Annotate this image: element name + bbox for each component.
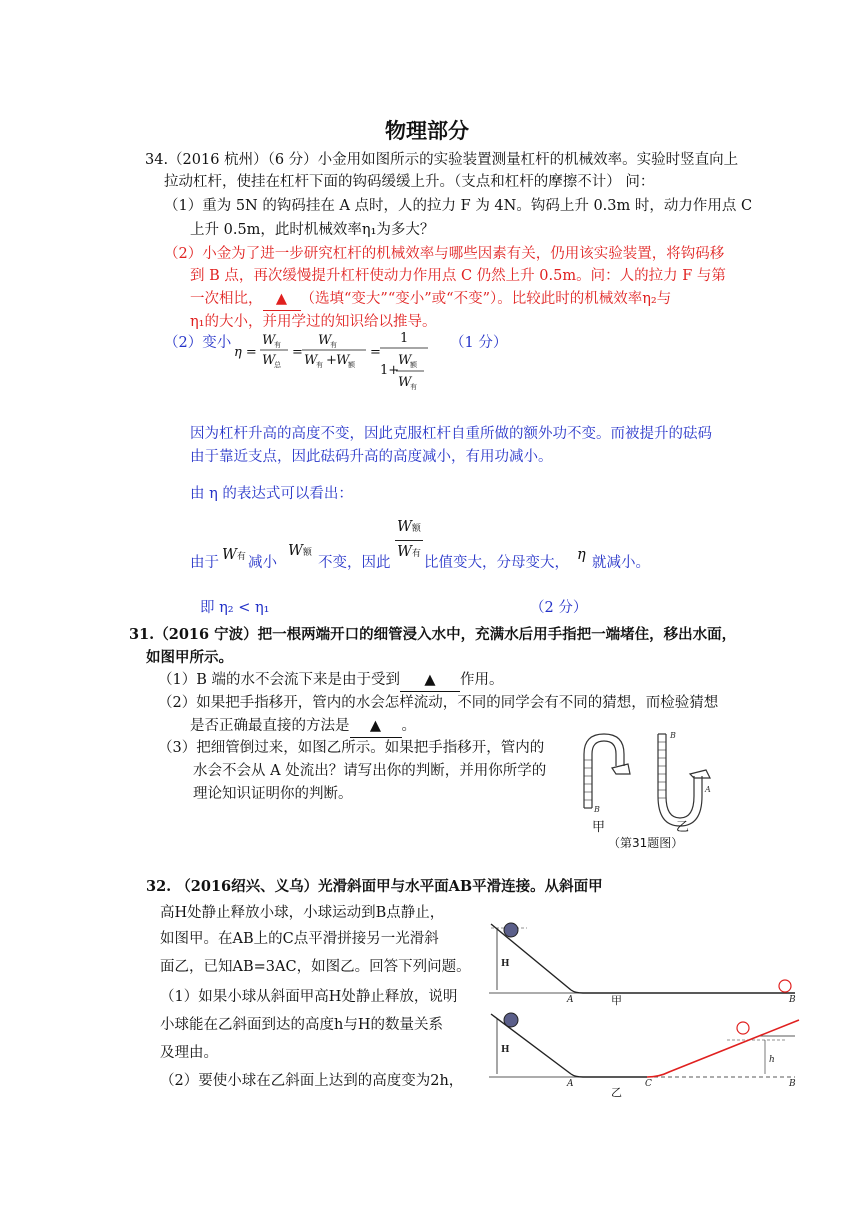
svg-text:有: 有 [316,361,323,369]
slope-figure [487,914,803,1104]
q34-part2: （2）小金为了进一步研究杠杆的机械效率与哪些因素有关，仍用该实验装置，将钩码移 [164,246,725,262]
page-title: 物理部分 [385,119,469,143]
svg-text:A: A [567,1079,574,1089]
svg-text:A: A [705,785,711,794]
svg-text:H: H [501,959,510,969]
q34-part2: η₁的大小，并用学过的知识给以推导。 [190,314,437,330]
q31-text: 。 [401,718,416,734]
q31-part2: （2）如果把手指移开，管内的水会怎样流动，不同的同学会有不同的猜想，而检验猜想 [158,695,719,711]
svg-text:有: 有 [410,383,417,391]
figure-label-jia: 甲 [592,820,606,835]
figure-label-yi: 乙 [676,820,690,835]
answer-text: 就减小。 [592,555,650,571]
q34-part1: 上升 0.5m，此时机械效率η₁为多大？ [190,222,435,238]
svg-text:B: B [670,731,676,740]
q31-part3: （3）把细管倒过来，如图乙所示。如果把手指移开，管内的 [158,740,545,756]
w-useful-symbol: W有 [222,547,246,563]
svg-text:1: 1 [400,331,409,346]
figure-label-yi: 乙 [611,1086,622,1099]
svg-text:A: A [567,995,574,1005]
svg-text:额: 额 [348,361,355,369]
answer-heading: （2）变小 [164,335,232,351]
q34-part2-text: 一次相比， [190,291,263,307]
answer-blank: ▲ [350,715,402,738]
svg-text:W: W [398,375,412,390]
efficiency-formula [232,328,432,404]
ratio-fraction: $\frac{\text{W额}}{\text{W有}}$ [395,516,423,565]
svg-text:W: W [262,333,276,348]
svg-text:W: W [398,353,412,368]
svg-text:B: B [594,805,600,814]
answer-line: 由 η 的表达式可以看出： [190,486,353,502]
q31-text: 作用。 [460,672,504,688]
answer-blank: ▲ [400,669,460,692]
svg-text:B: B [789,995,796,1005]
svg-text:B: B [789,1079,796,1089]
svg-text:=: = [292,345,303,360]
svg-text:1+: 1+ [380,363,400,378]
q34-line: 34.（2016 杭州）（6 分）小金用如图所示的实验装置测量杠杆的机械效率。实验时竖直向上 [145,152,739,168]
svg-text:有: 有 [330,341,337,349]
q31-text: （1）B 端的水不会流下来是由于受到 [158,672,400,688]
svg-text:+: + [326,353,337,368]
svg-text:W: W [304,353,318,368]
q34-part2 [190,288,671,311]
w-extra-symbol: W额 [288,543,312,559]
svg-text:=: = [370,345,381,360]
q34-part1: （1）重为 5N 的钩码挂在 A 点时，人的拉力 F 为 4N。钩码上升 0.3m 时，动力作用点 C [164,198,753,214]
q34-part2-text: （选填“变大”“变小”或“不变”）。比较此时的机械效率η₂与 [300,291,672,307]
q34-line: 拉动杠杆，使挂在杠杆下面的钩码缓缓上升。（支点和杠杆的摩擦不计） 问： [164,174,655,190]
q31-text: 是否正确最直接的方法是 [190,718,350,734]
q31-part3: 水会不会从 A 处流出？请写出你的判断，并用你所学的 [193,763,547,779]
svg-text:有: 有 [274,341,281,349]
svg-text:额: 额 [410,361,417,369]
q32-part1: 及理由。 [160,1045,218,1061]
q32-part1: 小球能在乙斜面到达的高度h与H的数量关系 [160,1017,443,1033]
q31-line: 31.（2016 宁波）把一根两端开口的细管浸入水中，充满水后用手指把一端堵住，移出水面， [129,626,737,643]
q32-line: 如图甲。在AB上的C点平滑拼接另一光滑斜 [160,931,439,947]
q31-part1 [158,669,504,692]
svg-text:C: C [645,1079,652,1089]
q32-line: 32. （2016绍兴、义乌）光滑斜面甲与水平面AB平滑连接。从斜面甲 [146,878,603,895]
svg-text:h: h [769,1055,775,1065]
eta-symbol: η [577,547,586,563]
answer-text: 不变，因此 [318,555,391,571]
answer-text: 比值变大，分母变大， [424,555,569,571]
q31-part2 [190,715,416,738]
formula-graphic [232,328,432,400]
q31-part3: 理论知识证明你的判断。 [193,786,353,802]
score-note: （2 分） [530,600,588,616]
q32-part1: （1）如果小球从斜面甲高H处静止释放，说明 [160,989,458,1005]
score-note: （1 分） [450,335,508,351]
q32-part2: （2）要使小球在乙斜面上达到的高度变为2h， [160,1073,464,1089]
answer-line: 由于靠近支点，因此砝码升高的高度减小，有用功减小。 [190,449,553,465]
answer-conclusion: 即 η₂ < η₁ [200,600,270,616]
svg-text:η =: η = [234,345,257,360]
q34-part2: 到 B 点，再次缓慢提升杠杆使动力作用点 C 仍然上升 0.5m。问：人的拉力 F 与第 [190,268,726,284]
svg-text:W: W [336,353,350,368]
svg-text:总: 总 [274,361,281,369]
answer-line-4 [190,516,750,572]
slope-diagram [487,914,803,1104]
figure-caption: （第31题图） [608,836,684,850]
q31-line: 如图甲所示。 [146,649,233,666]
answer-blank: ▲ [263,288,301,311]
answer-line: 因为杠杆升高的高度不变，因此克服杠杆自重所做的额外功不变。而被提升的砝码 [190,426,712,442]
svg-text:W: W [318,333,332,348]
q32-line: 面乙，已知AB=3AC，如图乙。回答下列问题。 [160,959,471,975]
q32-line: 高H处静止释放小球，小球运动到B点静止， [160,905,445,921]
answer-text: 减小 [248,555,277,571]
svg-text:H: H [501,1045,510,1055]
tube-figure [572,726,722,854]
figure-label-jia: 甲 [611,994,622,1007]
answer-text: 由于 [190,555,219,571]
svg-text:W: W [262,353,276,368]
